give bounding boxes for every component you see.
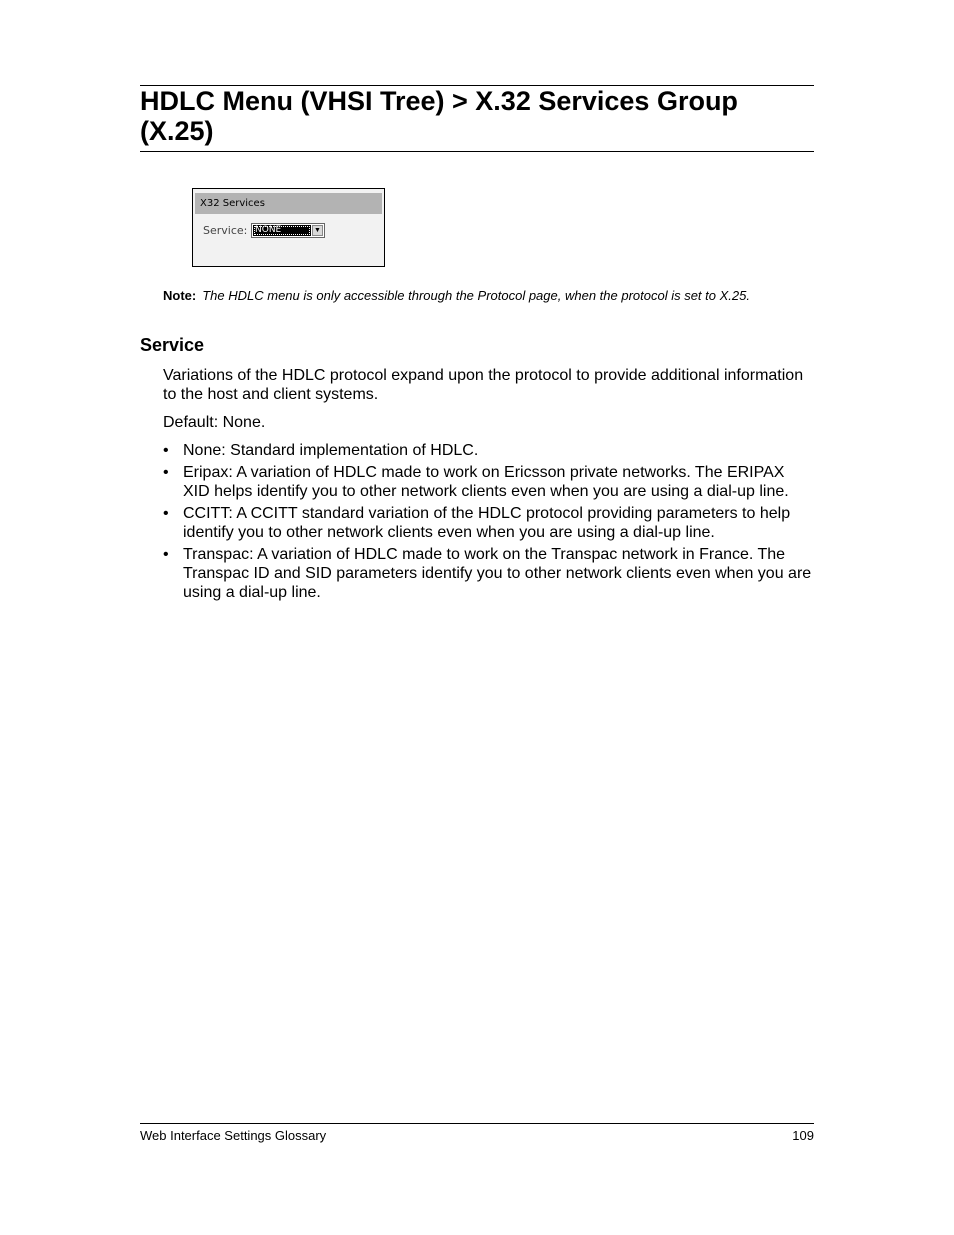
service-options-list [163,441,814,605]
panel-header: X32 Services [195,193,382,214]
footer-rule [140,1123,814,1124]
page-number: 109 [792,1128,814,1143]
chevron-down-icon[interactable]: ▼ [312,225,323,236]
note-text: The HDLC menu is only accessible through the Protocol page, when the protocol is set to X.25. [202,288,750,303]
list-item: • Transpac: A variation of HDLC made to work on the Transpac network in France. The Transpac ID and SID parameters identify you to other network clients even when you are using a dial-up line. [163,545,814,602]
list-item: • Eripax: A variation of HDLC made to work on Ericsson private networks. The ERIPAX XID helps identify you to other network clients even when you are using a dial-up line. [163,463,814,501]
title-bottom-rule [140,151,814,152]
page-title: HDLC Menu (VHSI Tree) > X.32 Services Group (X.25) [140,86,738,146]
note [163,288,823,303]
service-select[interactable] [251,223,325,238]
footer-title: Web Interface Settings Glossary [140,1128,327,1143]
list-item: • CCITT: A CCITT standard variation of the HDLC protocol providing parameters to help identify you to other network clients even when you are using a dial-up line. [163,504,814,542]
service-label: Service: [203,224,248,237]
section-description: Variations of the HDLC protocol expand upon the protocol to provide additional information to the host and client systems. [163,367,804,403]
note-label: Note: [163,288,197,303]
section-heading: Service [140,335,205,355]
service-select-value: NONE [253,225,311,236]
section-default: Default: None. [163,414,266,431]
list-item: • None: Standard implementation of HDLC. [163,441,814,460]
x32-services-panel [192,188,385,267]
